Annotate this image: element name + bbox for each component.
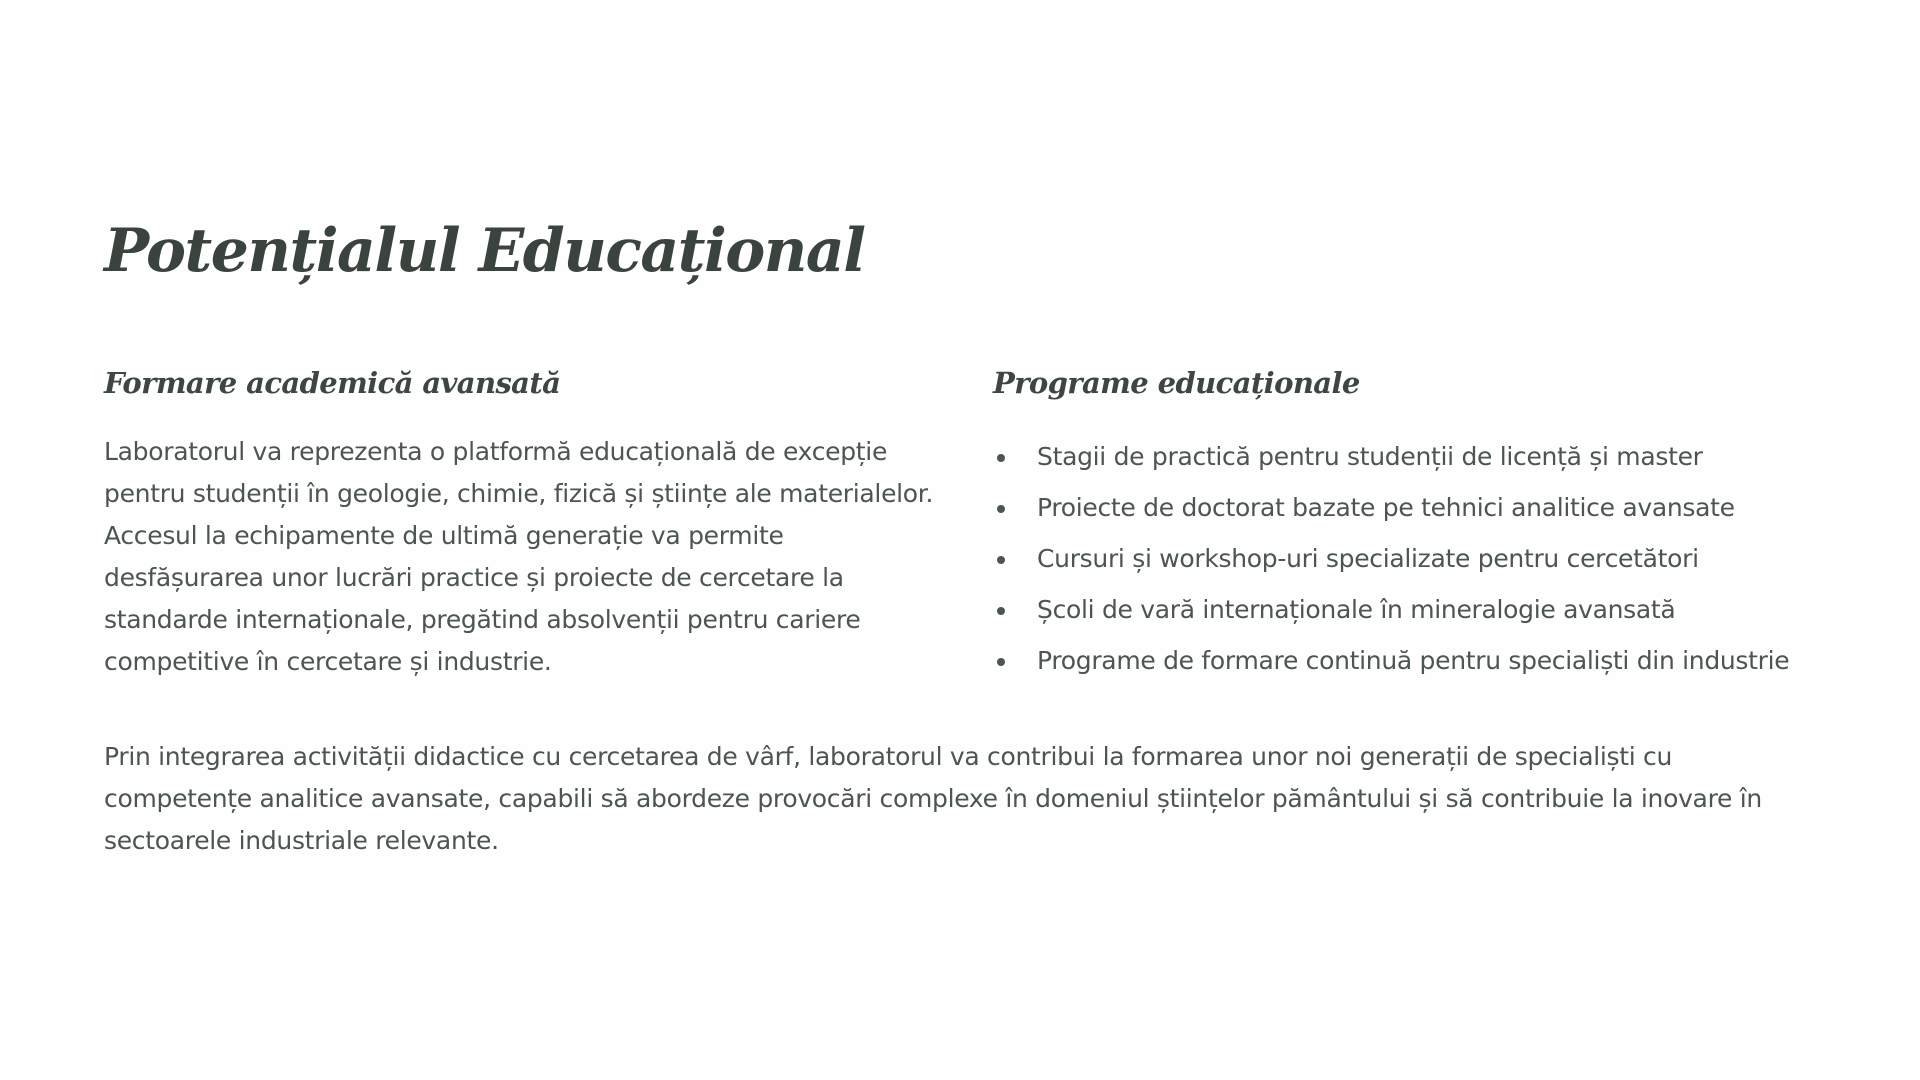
left-column-heading: Formare academică avansată xyxy=(104,366,561,400)
list-item-text: Programe de formare continuă pentru specialiști din industrie xyxy=(1037,645,1790,675)
list-item xyxy=(993,533,1823,584)
list-item-text: Cursuri și workshop-uri specializate pentru cercetători xyxy=(1037,543,1699,573)
list-item-text: Școli de vară internaționale în mineralogie avansată xyxy=(1037,594,1676,624)
list-item xyxy=(993,482,1823,533)
right-column xyxy=(993,366,1823,686)
bullet-icon xyxy=(997,454,1005,462)
list-item xyxy=(993,635,1823,686)
right-column-heading: Programe educaționale xyxy=(993,366,1360,400)
list-item-text: Stagii de practică pentru studenții de licență și master xyxy=(1037,441,1703,471)
list-item xyxy=(993,584,1823,635)
left-column-paragraph: Laboratorul va reprezenta o platformă educațională de excepție pentru studenții în geologie, chimie, fizică și științe ale materialelor. Accesul la echipamente de ultimă generație va permite desfășurarea unor lucrări practice și proiecte de cercetare la standarde internaționale, pregătind absolvenții pentru cariere competitive în cercetare și industrie. xyxy=(104,436,934,676)
list-item-text: Proiecte de doctorat bazate pe tehnici analitice avansate xyxy=(1037,492,1735,522)
bullet-icon xyxy=(997,658,1005,666)
programs-list xyxy=(993,431,1823,686)
left-column xyxy=(104,366,944,683)
footer-paragraph: Prin integrarea activității didactice cu cercetarea de vârf, laboratorul va contribui la formarea unor noi generații de specialiști cu competențe analitice avansate, capabili să abordeze provocări complexe în domeniul științelor pământului și să contribuie la inovare în sectoarele industriale relevante. xyxy=(104,742,1762,855)
bullet-icon xyxy=(997,556,1005,564)
bullet-icon xyxy=(997,505,1005,513)
bullet-icon xyxy=(997,607,1005,615)
list-item xyxy=(993,431,1823,482)
slide-title: Potențialul Educațional xyxy=(104,216,865,286)
